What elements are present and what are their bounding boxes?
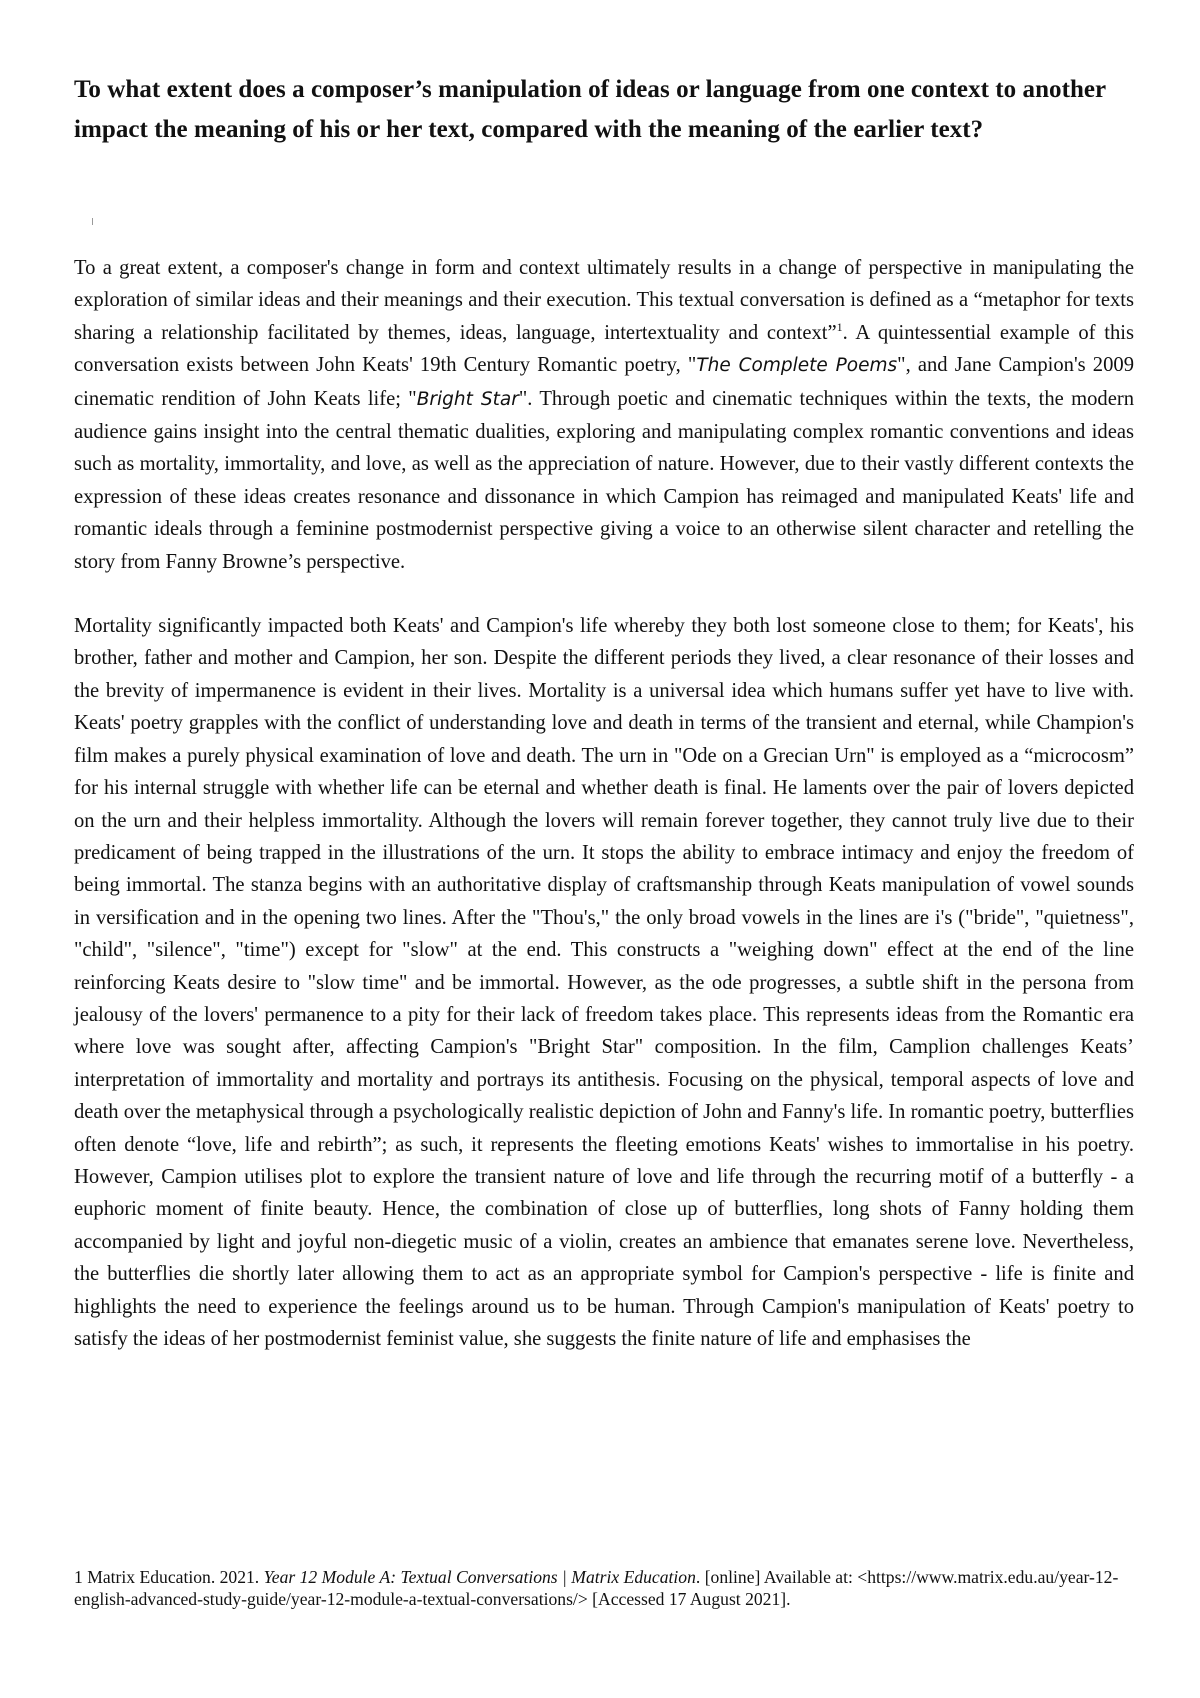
paragraph-introduction xyxy=(74,252,1134,578)
footnote-number: 1 xyxy=(74,1567,83,1587)
intro-text-part1: To a great extent, a composer's change in form and context ultimately results in a change of perspective in manipulating the exploration of similar ideas and their meanings and their execution. This textual conversation is defined as a “metaphor for texts sharing a relationship facilitated by themes, ideas, language, intertextuality and context” xyxy=(74,257,1134,344)
footnote xyxy=(74,1566,1134,1610)
footnote-text xyxy=(74,1566,1134,1610)
stray-mark xyxy=(92,218,93,225)
essay-body xyxy=(74,252,1134,1355)
footnote-source: Matrix Education. 2021. xyxy=(87,1567,260,1587)
paragraph-spacer xyxy=(74,578,1134,610)
footnote-title: Year 12 Module A: Textual Conversations | Matrix Education xyxy=(263,1567,696,1587)
footnote-citation: . [online] Available at: <https://www.matrix.edu.au/year-12-english-advanced-study-guide/year-12-module-a-textual-conversations/> [Accessed 17 August 2021]. xyxy=(74,1567,1119,1609)
poem-collection-title: The Complete Poems xyxy=(696,355,898,377)
intro-text-part2: . A quintessential example of this conversation exists between John Keats' 19th Century Romantic poetry, " xyxy=(74,321,1134,377)
film-title: Bright Star xyxy=(416,388,519,410)
document-page xyxy=(74,70,1134,150)
paragraph-mortality: Mortality significantly impacted both Keats' and Campion's life whereby they both lost someone close to them; for Keats', his brother, father and mother and Campion, her son. Despite the different periods they lived, a clear resonance of their losses and the brevity of impermanence is evident in their lives. Mortality is a universal idea which humans suffer yet have to live with. Keats' poetry grapples with the conflict of understanding love and death in terms of the transient and eternal, while Champion's film makes a purely physical examination of love and death. The urn in "Ode on a Grecian Urn" is employed as a “microcosm” for his internal struggle with whether life can be eternal and whether death is final. He laments over the pair of lovers depicted on the urn and their helpless immortality. Although the lovers will remain forever together, they cannot truly live due to their predicament of being trapped in the illustrations of the urn. It stops the ability to embrace intimacy and enjoy the freedom of being immortal. The stanza begins with an authoritative display of craftsmanship through Keats manipulation of vowel sounds in versification and in the opening two lines. After the "Thou's," the only broad vowels in the lines are i's ("bride", "quietness", "child", "silence", "time") except for "slow" at the end. This constructs a "weighing down" effect at the end of the line reinforcing Keats desire to "slow time" and be immortal. However, as the ode progresses, a subtle shift in the persona from jealousy of the lovers' permanence to a pity for their lack of freedom takes place. This represents ideas from the Romantic era where love was sought after, affecting Campion's "Bright Star" composition. In the film, Camplion challenges Keats’ interpretation of immortality and mortality and portrays its antithesis. Focusing on the physical, temporal aspects of love and death over the metaphysical through a psychologically realistic depiction of John and Fanny's life. In romantic poetry, butterflies often denote “love, life and rebirth”; as such, it represents the fleeting emotions Keats' wishes to immortalise in his poetry. However, Campion utilises plot to explore the transient nature of love and life through the recurring motif of a butterfly - a euphoric moment of finite beauty. Hence, the combination of close up of butterflies, long shots of Fanny holding them accompanied by light and joyful non-diegetic music of a violin, creates an ambience that emanates serene love. Nevertheless, the butterflies die shortly later allowing them to act as an appropriate symbol for Campion's perspective - life is finite and highlights the need to experience the feelings around us to be human. Through Campion's manipulation of Keats' poetry to satisfy the ideas of her postmodernist feminist value, she suggests the finite nature of life and emphasises the xyxy=(74,615,1134,1350)
essay-question: To what extent does a composer’s manipulation of ideas or language from one context to another impact the meaning of his or her text, compared with the meaning of the earlier text? xyxy=(74,76,1106,143)
intro-text-part4: ". Through poetic and cinematic techniques within the texts, the modern audience gains insight into the central thematic dualities, exploring and manipulating complex romantic conventions and ideas such as mortality, immortality, and love, as well as the appreciation of nature. However, due to their vastly different contexts the expression of these ideas creates resonance and dissonance in which Campion has reimaged and manipulated Keats' life and romantic ideals through a feminine postmodernist perspective giving a voice to an otherwise silent character and retelling the story from Fanny Browne’s perspective. xyxy=(74,387,1134,573)
footnote-reference[interactable]: 1 xyxy=(836,319,843,334)
intro-text-part3: ", and Jane Campion's 2009 cinematic rendition of John Keats life; " xyxy=(74,354,1134,410)
